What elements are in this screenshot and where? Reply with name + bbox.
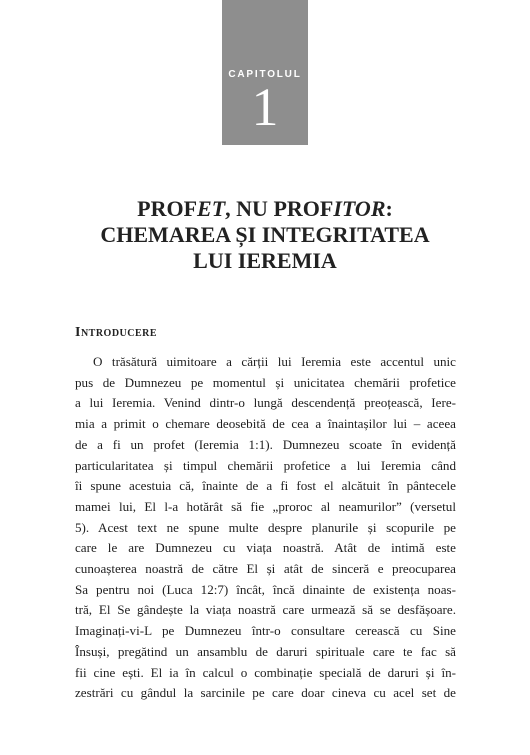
title-segment-italic: ITOR <box>333 196 386 221</box>
chapter-banner <box>222 0 308 145</box>
body-line: zestrări cu gândul la sarcinile pe care doar cineva cu acel set de <box>75 685 456 701</box>
body-line: Sa pentru noi (Luca 12:7) încât, încă dinainte de existența noas- <box>75 581 456 597</box>
chapter-number: 1 <box>251 77 279 137</box>
chapter-title-line-1 <box>60 196 470 222</box>
title-segment-italic: ET <box>197 196 226 221</box>
body-line: tră, El Se gândește la viața noastră care urmează să se desfășoare. <box>75 602 456 618</box>
body-line: O trăsătură uimitoare a cărții lui Ieremia este accentul unic <box>93 354 456 369</box>
body-line: 5). Acest text ne spune multe despre planurile și scopurile pe <box>75 519 456 535</box>
title-segment: , NU PROF <box>225 196 334 221</box>
body-line: pus de Dumnezeu pe momentul și unicitatea chemării profetice <box>75 374 456 390</box>
body-line: particularitatea și timpul chemării profetice a lui Ieremia când <box>75 457 456 473</box>
body-line: Însuși, pregătind un ansamblu de daruri spirituale care te fac să <box>75 643 456 659</box>
body-text <box>75 352 456 704</box>
chapter-label: CAPITOLUL <box>228 69 302 80</box>
body-line: Imaginați-vi-L pe Dumnezeu într-o consultare cerească cu Sine <box>75 623 456 639</box>
body-line: de a fi un profet (Ieremia 1:1). Dumnezeu scoate în evidență <box>75 436 456 452</box>
title-segment: : <box>385 196 393 221</box>
chapter-title-line-2: CHEMAREA ȘI INTEGRITATEA <box>100 222 430 247</box>
body-line: mia a primit o chemare deosebită de cea a înaintașilor lui – aceea <box>75 416 456 432</box>
section-heading: Introducere <box>75 325 158 340</box>
body-line: fii cine ești. El ia în calcul o combinație specială de daruri și în- <box>75 664 456 680</box>
body-line: mamei lui, El l-a hotărât să fie „proroc al neamurilor” (versetul <box>75 498 456 514</box>
body-line: a lui Ieremia. Venind dintr-o lungă descendență preoțească, Iere- <box>75 395 456 411</box>
body-line: îi spune acestuia că, înainte de a fi fost el alcătuit în pântecele <box>75 478 456 494</box>
body-line: care le are Dumnezeu cu viața noastră. Atât de intimă este <box>75 540 456 556</box>
chapter-title-line-3: LUI IEREMIA <box>193 248 337 273</box>
body-line: cunoașterea noastră de către El și atât de sinceră e preocuparea <box>75 561 456 577</box>
title-segment: PROF <box>137 196 198 221</box>
chapter-title <box>60 196 470 274</box>
